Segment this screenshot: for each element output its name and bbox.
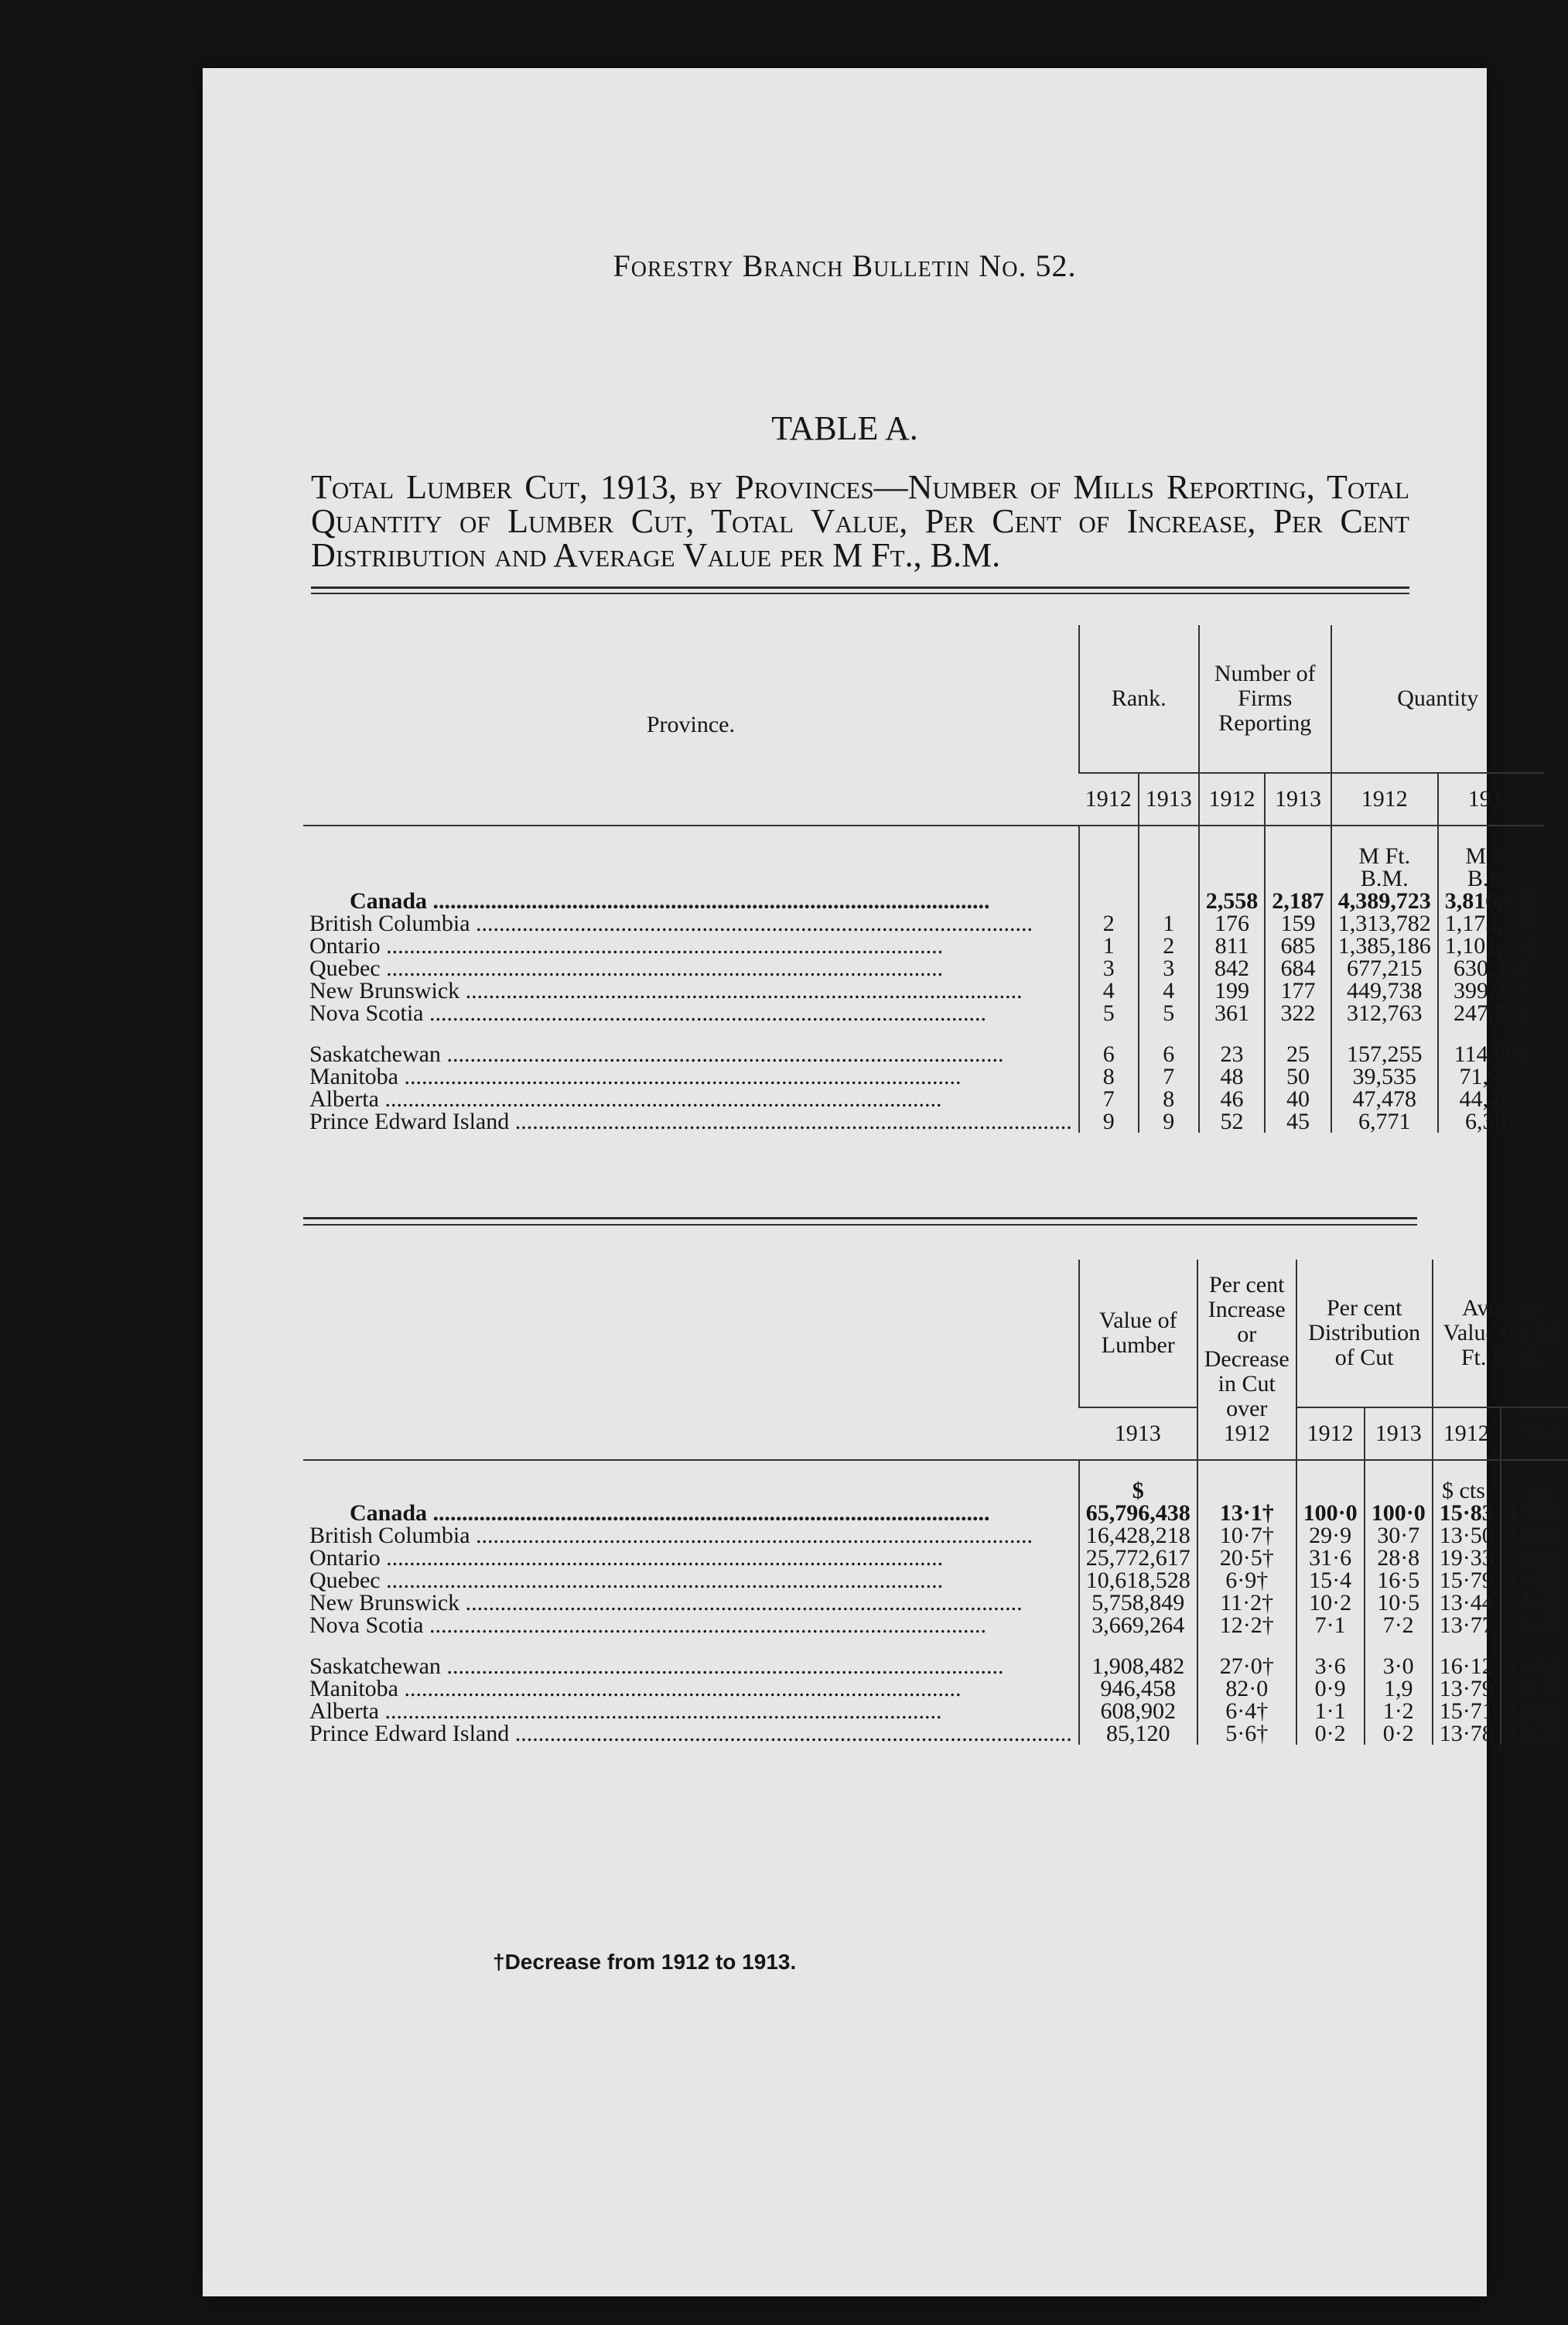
cell-firms-1913: 177 xyxy=(1265,980,1331,1002)
cell-qty-1912: 6,771 xyxy=(1331,1110,1438,1133)
unit-label-1913: M Ft. B.M. xyxy=(1438,845,1544,890)
cell-avg-1913: 23·41 xyxy=(1501,1547,1568,1569)
cell-qty-1912: 39,535 xyxy=(1331,1065,1438,1088)
cell-value-1913: 10,618,528 xyxy=(1079,1569,1197,1592)
cell-rank-1913: 8 xyxy=(1139,1088,1199,1110)
header-distribution: Per cent Distribution of Cut xyxy=(1296,1260,1433,1407)
cell-avg-1913: 13·36 xyxy=(1501,1614,1568,1636)
province-name: Alberta ..... xyxy=(309,1698,941,1724)
cell-pct: 12·2† xyxy=(1197,1614,1296,1636)
cell-avg-1913: 13·69 xyxy=(1501,1700,1568,1722)
cell-rank-1913: 7 xyxy=(1139,1065,1199,1088)
table-row xyxy=(303,1110,1544,1133)
table-row xyxy=(303,1088,1544,1110)
cell-firms-1912: 52 xyxy=(1199,1110,1266,1133)
province-name: Manitoba ..... xyxy=(309,1064,961,1089)
header-dist-1913: 1913 xyxy=(1365,1407,1433,1460)
cell-dist-1912: 1·1 xyxy=(1296,1700,1365,1722)
cell-avg-1913: 17·24 xyxy=(1501,1502,1568,1524)
cell-firms-1912: 176 xyxy=(1199,912,1266,935)
header-pct-change: Per cent Increase or Decrease in Cut over 1912 xyxy=(1197,1260,1296,1460)
cell-dist-1912: 0·2 xyxy=(1296,1722,1365,1745)
cell-rank-1913: 1 xyxy=(1139,912,1199,935)
cell-firms-1912: 23 xyxy=(1199,1043,1266,1065)
table-row xyxy=(303,1592,1568,1614)
table-row xyxy=(303,1722,1568,1745)
province-name: Prince Edward Island ..... xyxy=(309,1109,1072,1134)
cell-avg-1912: 15·71 xyxy=(1433,1700,1501,1722)
cell-firms-1913: 25 xyxy=(1265,1043,1331,1065)
table-caption: Total Lumber Cut, 1913, by Provinces—Number of Mills Reporting, Total Quantity of Lumber Cut, Total Value, Per Cent of Increase, Per Cent Distribution and Average Value per M Ft., B.M. xyxy=(311,468,1409,574)
header-dist-1912: 1912 xyxy=(1296,1407,1365,1460)
cell-qty-1912: 47,478 xyxy=(1331,1088,1438,1110)
province-name: Saskatchewan ..... xyxy=(309,1041,1003,1067)
dollar-cts-label-1913: $ cts. xyxy=(1501,1479,1568,1502)
table-row-canada xyxy=(303,1502,1568,1524)
cell-avg-1912: 13·44 xyxy=(1433,1592,1501,1614)
header-province: Province. xyxy=(646,712,735,737)
cell-dist-1913: 1,9 xyxy=(1365,1677,1433,1700)
cell-firms-1913: 159 xyxy=(1265,912,1331,935)
cell-value-1913: 85,120 xyxy=(1079,1722,1197,1745)
table-row xyxy=(303,1065,1544,1088)
province-name: Saskatchewan ..... xyxy=(309,1653,1003,1679)
cell-rank-1912: 3 xyxy=(1079,957,1139,980)
cell-dist-1912: 15·4 xyxy=(1296,1569,1365,1592)
cell-pct: 6·9† xyxy=(1197,1569,1296,1592)
cell-dist-1912: 3·6 xyxy=(1296,1655,1365,1677)
province-name: Alberta ..... xyxy=(309,1086,941,1112)
header-firms-1913: 1913 xyxy=(1265,773,1331,826)
cell-avg-1913: 14·42 xyxy=(1501,1592,1568,1614)
table-row xyxy=(303,957,1544,980)
header-avg-1913: 1913 xyxy=(1501,1407,1568,1460)
caption-rule xyxy=(311,586,1409,589)
cell-value-1913: 1,908,482 xyxy=(1079,1655,1197,1677)
cell-avg-1912: 15·83 xyxy=(1433,1502,1501,1524)
cell-dist-1912: 29·9 xyxy=(1296,1524,1365,1547)
cell-rank-1912: 6 xyxy=(1079,1043,1139,1065)
cell-qty-1913: 3,816,642 xyxy=(1438,890,1544,912)
cell-firms-1913: 40 xyxy=(1265,1088,1331,1110)
cell-dist-1913: 0·2 xyxy=(1365,1722,1433,1745)
cell-avg-1912: 15·79 xyxy=(1433,1569,1501,1592)
cell-qty-1913: 1,173,647 xyxy=(1438,912,1544,935)
table-row xyxy=(303,1547,1568,1569)
cell-dist-1913: 30·7 xyxy=(1365,1524,1433,1547)
cell-dist-1913: 7·2 xyxy=(1365,1614,1433,1636)
province-name: Ontario ..... xyxy=(309,1545,943,1571)
cell-avg-1913: 13·32 xyxy=(1501,1722,1568,1745)
province-name: Prince Edward Island ..... xyxy=(309,1721,1072,1746)
cell-qty-1912: 449,738 xyxy=(1331,980,1438,1002)
header-qty-1912: 1912 xyxy=(1331,773,1438,826)
cell-avg-1912: 19·33 xyxy=(1433,1547,1501,1569)
cell-pct: 6·4† xyxy=(1197,1700,1296,1722)
cell-value-1913: 25,772,617 xyxy=(1079,1547,1197,1569)
cell-qty-1912: 1,385,186 xyxy=(1331,935,1438,957)
cell-qty-1913: 71,961 xyxy=(1438,1065,1544,1088)
cell-rank-1912: 8 xyxy=(1079,1065,1139,1088)
cell-value-1913: 16,428,218 xyxy=(1079,1524,1197,1547)
cell-dist-1912: 0·9 xyxy=(1296,1677,1365,1700)
lumber-cut-table-part2 xyxy=(303,1260,1568,1745)
cell-firms-1913: 322 xyxy=(1265,1002,1331,1024)
table-row xyxy=(303,1524,1568,1547)
cell-avg-1912: 13·78 xyxy=(1433,1722,1501,1745)
table-row xyxy=(303,935,1544,957)
table-row xyxy=(303,1677,1568,1700)
cell-pct: 27·0† xyxy=(1197,1655,1296,1677)
cell-firms-1912: 361 xyxy=(1199,1002,1266,1024)
lumber-cut-table-part1 xyxy=(303,625,1544,1133)
province-name: Canada ..... xyxy=(350,1500,990,1526)
cell-firms-1913: 685 xyxy=(1265,935,1331,957)
cell-avg-1913: 14·00 xyxy=(1501,1524,1568,1547)
cell-qty-1912: 4,389,723 xyxy=(1331,890,1438,912)
cell-qty-1912: 157,255 xyxy=(1331,1043,1438,1065)
province-name: British Columbia ..... xyxy=(309,1523,1033,1548)
table-row xyxy=(303,1002,1544,1024)
table-label: TABLE A. xyxy=(771,409,918,447)
province-name: New Brunswick ..... xyxy=(309,1590,1023,1616)
header-qty-1913: 1913 xyxy=(1438,773,1544,826)
cell-dist-1912: 100·0 xyxy=(1296,1502,1365,1524)
cell-qty-1912: 677,215 xyxy=(1331,957,1438,980)
table-row xyxy=(303,1700,1568,1722)
cell-rank-1912: 5 xyxy=(1079,1002,1139,1024)
province-name: Ontario ..... xyxy=(309,933,943,959)
cell-avg-1913: 16·62 xyxy=(1501,1655,1568,1677)
header-avg-value: Average Value per M Ft. B.M. xyxy=(1433,1260,1568,1407)
header-rank: Rank. xyxy=(1079,625,1199,773)
cell-rank-1912: 7 xyxy=(1079,1088,1139,1110)
cell-rank-1912: 9 xyxy=(1079,1110,1139,1133)
cell-dist-1913: 3·0 xyxy=(1365,1655,1433,1677)
cell-qty-1913: 399,247 xyxy=(1438,980,1544,1002)
province-name: Quebec ..... xyxy=(309,1568,943,1593)
cell-pct: 5·6† xyxy=(1197,1722,1296,1745)
table-row xyxy=(303,1569,1568,1592)
province-name: Nova Scotia ..... xyxy=(309,1000,986,1026)
cell-firms-1912: 811 xyxy=(1199,935,1266,957)
header-firms: Number of Firms Reporting xyxy=(1199,625,1331,773)
province-name: British Columbia ..... xyxy=(309,911,1033,936)
cell-rank-1913: 3 xyxy=(1139,957,1199,980)
table-row xyxy=(303,912,1544,935)
cell-rank-1912: 2 xyxy=(1079,912,1139,935)
caption-rule-2 xyxy=(311,593,1409,594)
header-value: Value of Lumber xyxy=(1079,1260,1197,1407)
province-name: New Brunswick ..... xyxy=(309,978,1023,1004)
cell-dist-1913: 16·5 xyxy=(1365,1569,1433,1592)
cell-qty-1912: 312,763 xyxy=(1331,1002,1438,1024)
cell-value-1913: 608,902 xyxy=(1079,1700,1197,1722)
cell-pct-change: 13·1† xyxy=(1197,1502,1296,1524)
cell-dist-1912: 31·6 xyxy=(1296,1547,1365,1569)
cell-avg-1912: 13·77 xyxy=(1433,1614,1501,1636)
cell-value-1913: 5,758,849 xyxy=(1079,1592,1197,1614)
header-firms-1912: 1912 xyxy=(1199,773,1266,826)
cell-rank-1913: 6 xyxy=(1139,1043,1199,1065)
cell-firms-1913: 50 xyxy=(1265,1065,1331,1088)
cell-value-1913: 3,669,264 xyxy=(1079,1614,1197,1636)
cell-qty-1913: 630,346 xyxy=(1438,957,1544,980)
cell-firms-1912: 46 xyxy=(1199,1088,1266,1110)
cell-firms-1913: 45 xyxy=(1265,1110,1331,1133)
cell-dist-1913: 10·5 xyxy=(1365,1592,1433,1614)
cell-firms-1912: 199 xyxy=(1199,980,1266,1002)
cell-rank-1913: 5 xyxy=(1139,1002,1199,1024)
cell-firms-1912: 2,558 xyxy=(1199,890,1266,912)
table-row-canada xyxy=(303,890,1544,912)
document-page xyxy=(203,68,1562,2296)
footnote: †Decrease from 1912 to 1913. xyxy=(493,1950,797,1974)
section-divider xyxy=(303,1217,1417,1219)
cell-firms-1912: 48 xyxy=(1199,1065,1266,1088)
cell-qty-1913: 1,101,066 xyxy=(1438,935,1544,957)
cell-avg-1912: 13·50 xyxy=(1433,1524,1501,1547)
province-name: Canada ..... xyxy=(350,888,990,914)
cell-dist-1913: 100·0 xyxy=(1365,1502,1433,1524)
cell-rank-1913: 4 xyxy=(1139,980,1199,1002)
header-rank-1913: 1913 xyxy=(1139,773,1199,826)
cell-value-1913: 65,796,438 xyxy=(1079,1502,1197,1524)
cell-dist-1913: 1·2 xyxy=(1365,1700,1433,1722)
dollar-label: $ xyxy=(1079,1479,1197,1502)
cell-pct: 10·7† xyxy=(1197,1524,1296,1547)
table-row xyxy=(303,1043,1544,1065)
unit-label-1912: M Ft. B.M. xyxy=(1331,845,1438,890)
header-value-1913: 1913 xyxy=(1079,1407,1197,1460)
cell-pct: 20·5† xyxy=(1197,1547,1296,1569)
cell-qty-1913: 114,800 xyxy=(1438,1043,1544,1065)
cell-avg-1913: 13·15 xyxy=(1501,1677,1568,1700)
cell-qty-1913: 6,391 xyxy=(1438,1110,1544,1133)
cell-qty-1913: 44,462 xyxy=(1438,1088,1544,1110)
cell-value-1913: 946,458 xyxy=(1079,1677,1197,1700)
cell-rank-1912: 4 xyxy=(1079,980,1139,1002)
cell-avg-1912: 16·12 xyxy=(1433,1655,1501,1677)
section-divider-2 xyxy=(303,1224,1417,1226)
cell-firms-1913: 684 xyxy=(1265,957,1331,980)
dollar-cts-label-1912: $ cts. xyxy=(1433,1479,1501,1502)
cell-avg-1912: 13·79 xyxy=(1433,1677,1501,1700)
cell-dist-1913: 28·8 xyxy=(1365,1547,1433,1569)
cell-qty-1913: 247,722 xyxy=(1438,1002,1544,1024)
cell-qty-1912: 1,313,782 xyxy=(1331,912,1438,935)
province-name: Quebec ..... xyxy=(309,956,943,981)
table-row xyxy=(303,1655,1568,1677)
table-row xyxy=(303,980,1544,1002)
header-rank-1912: 1912 xyxy=(1079,773,1139,826)
table-row xyxy=(303,1614,1568,1636)
header-quantity: Quantity xyxy=(1331,625,1544,773)
cell-rank-1912: 1 xyxy=(1079,935,1139,957)
cell-rank-1913: 2 xyxy=(1139,935,1199,957)
cell-dist-1912: 10·2 xyxy=(1296,1592,1365,1614)
cell-firms-1913: 2,187 xyxy=(1265,890,1331,912)
header-avg-1912: 1912 xyxy=(1433,1407,1501,1460)
cell-rank-1913: 9 xyxy=(1139,1110,1199,1133)
cell-pct: 82·0 xyxy=(1197,1677,1296,1700)
cell-dist-1912: 7·1 xyxy=(1296,1614,1365,1636)
cell-pct: 11·2† xyxy=(1197,1592,1296,1614)
cell-firms-1912: 842 xyxy=(1199,957,1266,980)
cell-avg-1913: 16·85 xyxy=(1501,1569,1568,1592)
province-name: Nova Scotia ..... xyxy=(309,1612,986,1638)
province-name: Manitoba ..... xyxy=(309,1676,961,1701)
running-head: Forestry Branch Bulletin No. 52. xyxy=(613,248,1077,283)
